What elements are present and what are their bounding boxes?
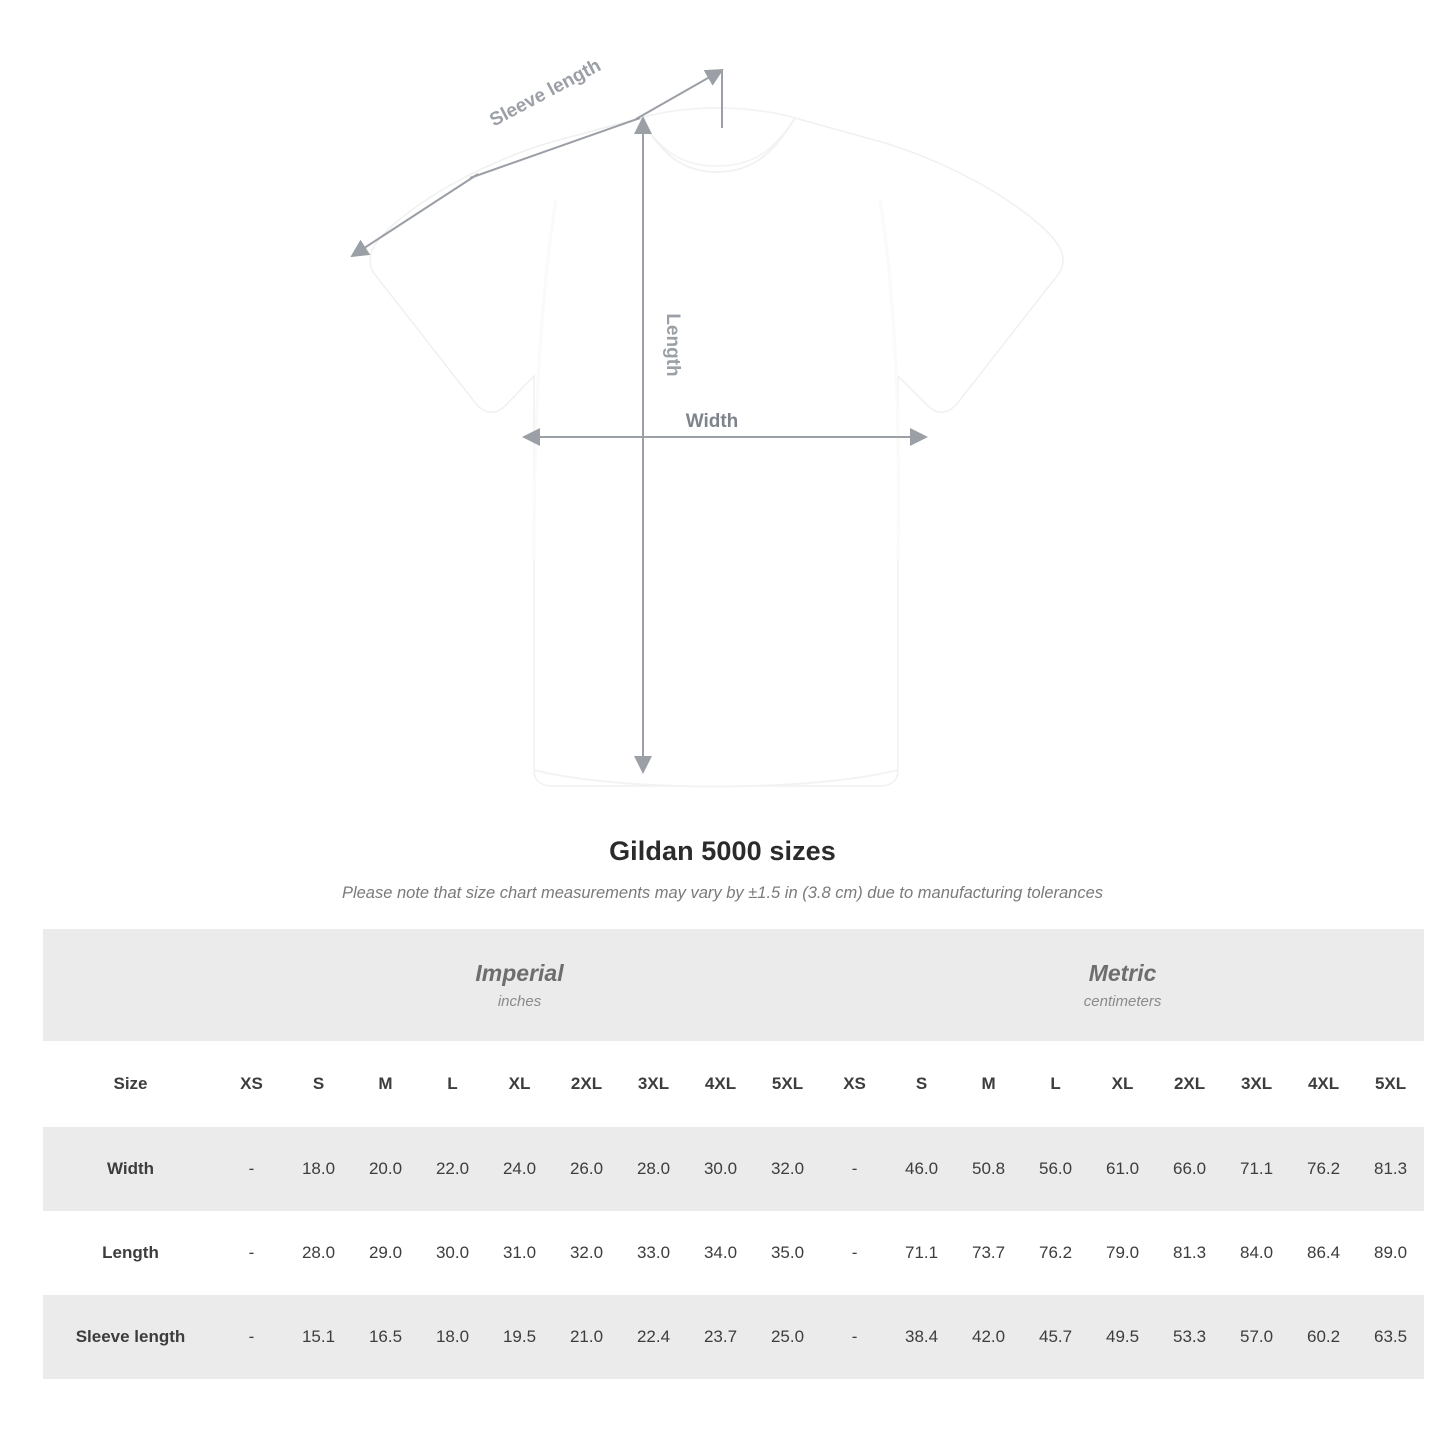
row-label-width: Width: [43, 1127, 218, 1211]
cell-sleeve-imp-l: 18.0: [419, 1295, 486, 1379]
size-header-met-4xl: 4XL: [1290, 1041, 1357, 1127]
size-header-met-xs: XS: [821, 1041, 888, 1127]
cell-sleeve-met-m: 42.0: [955, 1295, 1022, 1379]
unit-metric-name: Metric: [1088, 960, 1157, 986]
size-header-imp-4xl: 4XL: [687, 1041, 754, 1127]
row-label-sleeve-length: Sleeve length: [43, 1295, 218, 1379]
cell-width-imp-3xl: 28.0: [620, 1127, 687, 1211]
cell-sleeve-imp-xs: -: [218, 1295, 285, 1379]
cell-length-met-4xl: 86.4: [1307, 1243, 1341, 1262]
cell-sleeve-imp-m: 16.5: [352, 1295, 419, 1379]
cell-width-imp-m: 20.0: [352, 1127, 419, 1211]
size-table-wrap: [43, 929, 1408, 1379]
cell-length-met-5xl: 89.0: [1374, 1243, 1408, 1262]
width-label: Width: [685, 411, 739, 432]
sleeve-length-label: Sleeve length: [486, 55, 605, 132]
size-header-row: [43, 1041, 1424, 1127]
cell-length-met-xl: 79.0: [1106, 1243, 1140, 1262]
cell-width-met-m: 50.8: [955, 1127, 1022, 1211]
cell-width-met-xs: -: [821, 1127, 888, 1211]
size-header-met-2xl: 2XL: [1156, 1041, 1223, 1127]
size-header-met-l: L: [1022, 1041, 1089, 1127]
cell-sleeve-met-l: 45.7: [1022, 1295, 1089, 1379]
cell-sleeve-imp-3xl: 22.4: [620, 1295, 687, 1379]
cell-width-imp-2xl: 26.0: [553, 1127, 620, 1211]
cell-width-imp-s: 18.0: [285, 1127, 352, 1211]
size-header-met-5xl: 5XL: [1357, 1041, 1424, 1127]
size-header-imp-xs: XS: [218, 1041, 285, 1127]
unit-metric-sub: centimeters: [1083, 993, 1162, 1010]
size-header-imp-m: M: [352, 1041, 419, 1127]
cell-sleeve-met-xs: -: [821, 1295, 888, 1379]
title-block: [0, 836, 1445, 903]
size-header-imp-l: L: [419, 1041, 486, 1127]
tshirt-shape: [370, 108, 1063, 787]
cell-length-imp-xs: -: [248, 1243, 255, 1262]
cell-length-imp-2xl: 32.0: [569, 1243, 604, 1262]
cell-sleeve-imp-s: 15.1: [285, 1295, 352, 1379]
unit-header-row: [43, 929, 1424, 1041]
size-header-label: Size: [43, 1041, 218, 1127]
size-header-imp-xl: XL: [486, 1041, 553, 1127]
unit-corner: [43, 929, 218, 1041]
cell-width-imp-xs: -: [218, 1127, 285, 1211]
cell-length-imp-5xl: 35.0: [770, 1243, 805, 1262]
cell-sleeve-imp-4xl: 23.7: [687, 1295, 754, 1379]
cell-sleeve-imp-xl: 19.5: [486, 1295, 553, 1379]
cell-length-imp-4xl: 34.0: [703, 1243, 738, 1262]
cell-width-imp-5xl: 32.0: [754, 1127, 821, 1211]
cell-sleeve-met-s: 38.4: [888, 1295, 955, 1379]
cell-width-imp-l: 22.0: [419, 1127, 486, 1211]
size-header-met-s: S: [888, 1041, 955, 1127]
cell-width-met-s: 46.0: [888, 1127, 955, 1211]
cell-length-imp-m: 29.0: [368, 1243, 403, 1262]
cell-width-imp-xl: 24.0: [486, 1127, 553, 1211]
size-header-met-3xl: 3XL: [1223, 1041, 1290, 1127]
table-row: [43, 1211, 1424, 1295]
cell-length-imp-xl: 31.0: [502, 1243, 537, 1262]
cell-sleeve-met-4xl: 60.2: [1290, 1295, 1357, 1379]
cell-length-met-xs: -: [851, 1243, 858, 1262]
cell-sleeve-imp-5xl: 25.0: [754, 1295, 821, 1379]
table-row: [43, 1295, 1424, 1379]
cell-sleeve-met-3xl: 57.0: [1223, 1295, 1290, 1379]
cell-length-imp-3xl: 33.0: [636, 1243, 671, 1262]
size-header-met-m: M: [955, 1041, 1022, 1127]
cell-sleeve-met-5xl: 63.5: [1357, 1295, 1424, 1379]
size-header-imp-s: S: [285, 1041, 352, 1127]
chart-title: Gildan 5000 sizes: [609, 836, 836, 866]
cell-length-met-2xl: 81.3: [1173, 1243, 1207, 1262]
cell-width-met-3xl: 71.1: [1223, 1127, 1290, 1211]
cell-length-met-l: 76.2: [1039, 1243, 1073, 1262]
size-header-imp-2xl: 2XL: [553, 1041, 620, 1127]
cell-sleeve-imp-2xl: 21.0: [553, 1295, 620, 1379]
size-header-imp-3xl: 3XL: [620, 1041, 687, 1127]
length-label: Length: [662, 313, 683, 377]
cell-width-met-5xl: 81.3: [1357, 1127, 1424, 1211]
cell-length-met-3xl: 84.0: [1240, 1243, 1274, 1262]
unit-group-metric: [821, 929, 1424, 1041]
size-table: [43, 929, 1424, 1379]
unit-group-imperial: [218, 929, 821, 1041]
unit-imperial-sub: inches: [497, 993, 542, 1010]
table-row: [43, 1127, 1424, 1211]
cell-width-imp-4xl: 30.0: [687, 1127, 754, 1211]
chart-note: Please note that size chart measurements may vary by ±1.5 in (3.8 cm) due to manufacturing tolerances: [341, 884, 1104, 902]
cell-sleeve-met-xl: 49.5: [1089, 1295, 1156, 1379]
cell-sleeve-met-2xl: 53.3: [1156, 1295, 1223, 1379]
cell-length-met-m: 73.7: [972, 1243, 1006, 1262]
row-label-length: Length: [102, 1243, 159, 1262]
cell-length-met-s: 71.1: [905, 1243, 939, 1262]
cell-width-met-4xl: 76.2: [1290, 1127, 1357, 1211]
cell-length-imp-l: 30.0: [435, 1243, 470, 1262]
cell-width-met-l: 56.0: [1022, 1127, 1089, 1211]
cell-length-imp-s: 28.0: [301, 1243, 336, 1262]
cell-width-met-2xl: 66.0: [1156, 1127, 1223, 1211]
cell-width-met-xl: 61.0: [1089, 1127, 1156, 1211]
unit-imperial-name: Imperial: [475, 960, 564, 986]
size-header-imp-5xl: 5XL: [754, 1041, 821, 1127]
size-header-met-xl: XL: [1089, 1041, 1156, 1127]
